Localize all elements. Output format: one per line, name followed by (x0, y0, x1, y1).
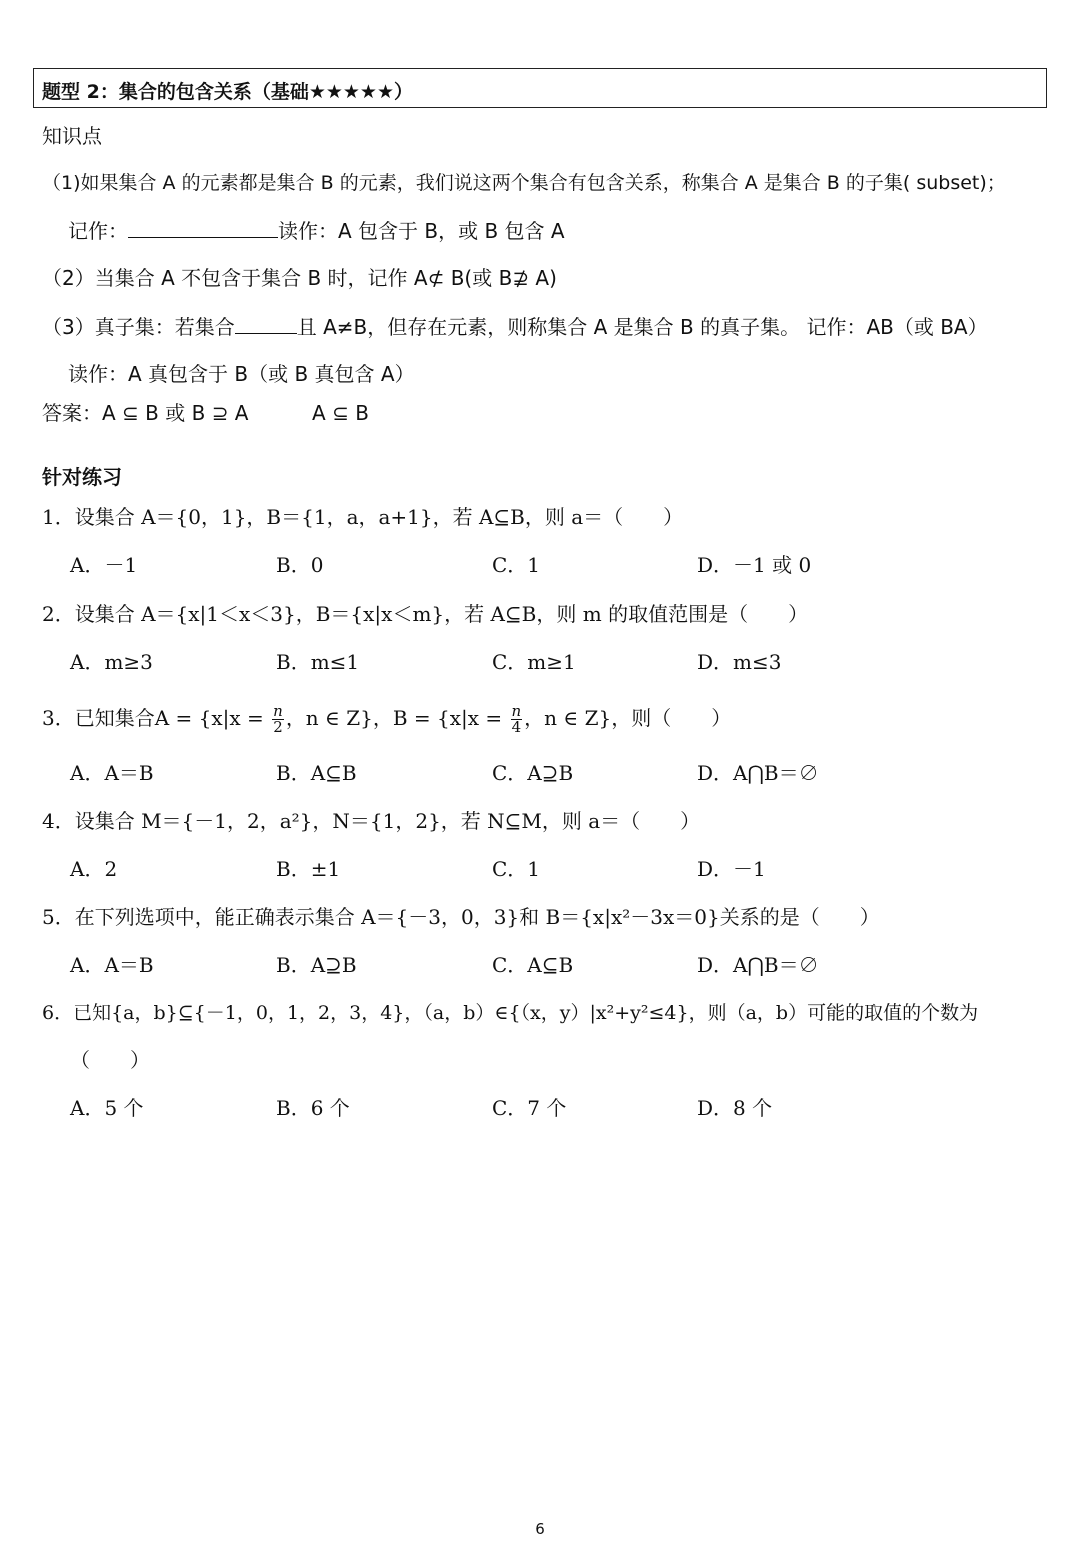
knowledge-point-3-reading: 读作：A 真包含于 B（或 B 真包含 A） (68, 362, 415, 386)
question-2-stem: 2．设集合 A＝{x|1＜x＜3}，B＝{x|x＜m}，若 A⊆B，则 m 的取值范围是（ ） (42, 602, 809, 626)
fraction-denominator: 4 (511, 718, 522, 736)
fill-blank-1 (128, 217, 278, 238)
question-3-option-c: C．A⊇B (492, 761, 574, 785)
question-4-option-a: A．2 (70, 857, 118, 881)
question-3-stem-part-b: ，n ∈ Z}，B = {x|x = (285, 706, 509, 730)
question-2-option-b: B．m≤1 (276, 650, 360, 674)
knowledge-point-3 (42, 313, 988, 340)
question-5-option-c: C．A⊆B (492, 953, 574, 977)
reading-text: 读作：A 包含于 B，或 B 包含 A (278, 219, 565, 243)
question-3-option-b: B．A⊆B (276, 761, 357, 785)
question-1-stem: 1．设集合 A＝{0，1}，B＝{1，a，a+1}，若 A⊆B，则 a＝（ ） (42, 505, 684, 529)
page-number: 6 (535, 1520, 545, 1538)
question-4-option-d: D．－1 (697, 857, 766, 881)
fraction-numerator: n (511, 702, 522, 720)
question-2-option-a: A．m≥3 (70, 650, 153, 674)
question-3-stem-part-c: ，n ∈ Z}，则（ ） (524, 706, 732, 730)
question-4-option-c: C．1 (492, 857, 541, 881)
question-1-option-c: C．1 (492, 553, 541, 577)
knowledge-heading: 知识点 (42, 124, 102, 148)
knowledge-point-2: （2）当集合 A 不包含于集合 B 时，记作 A⊄ B(或 B⊉ A) (42, 266, 557, 290)
question-4-stem: 4．设集合 M＝{－1，2，a²}，N＝{1，2}，若 N⊆M，则 a＝（ ） (42, 809, 701, 833)
fill-blank-2 (235, 313, 297, 334)
question-5-option-a: A．A＝B (70, 953, 154, 977)
question-5-option-b: B．A⊇B (276, 953, 357, 977)
question-3-option-a: A．A＝B (70, 761, 154, 785)
section-title: 题型 2：集合的包含关系（基础★★★★★） (42, 81, 414, 103)
question-1-option-a: A．－1 (70, 553, 138, 577)
question-6-option-c: C．7 个 (492, 1096, 567, 1120)
question-3-stem-part-a: 3．已知集合A = {x|x = (42, 706, 271, 730)
question-3-option-d: D．A⋂B＝∅ (697, 761, 819, 785)
fraction-n-over-2 (272, 704, 284, 735)
question-6-answer-paren: （ ） (70, 1048, 150, 1072)
section-title-box (33, 68, 1047, 108)
question-6-option-d: D．8 个 (697, 1096, 773, 1120)
question-4-option-b: B．±1 (276, 857, 341, 881)
fraction-n-over-4 (511, 704, 523, 735)
proper-subset-suffix: 且 A≠B，但存在元素，则称集合 A 是集合 B 的真子集。 记作：AB（或 BA） (296, 315, 988, 339)
knowledge-point-1-notation (68, 217, 565, 244)
question-3-stem (42, 700, 731, 736)
question-1-option-d: D．－1 或 0 (697, 553, 812, 577)
knowledge-point-1: （1)如果集合 A 的元素都是集合 B 的元素，我们说这两个集合有包含关系，称集合 A 是集合 B 的子集( subset)； (42, 172, 1006, 194)
question-6-option-b: B．6 个 (276, 1096, 350, 1120)
question-2-option-d: D．m≤3 (697, 650, 782, 674)
question-2-option-c: C．m≥1 (492, 650, 576, 674)
proper-subset-prefix: （3）真子集：若集合 (42, 315, 235, 339)
question-5-option-d: D．A⋂B＝∅ (697, 953, 819, 977)
question-6-option-a: A．5 个 (70, 1096, 144, 1120)
fraction-denominator: 2 (273, 718, 283, 736)
fraction-numerator: n (273, 702, 283, 720)
notation-label: 记作： (68, 219, 128, 243)
practice-heading: 针对练习 (42, 465, 122, 489)
question-1-option-b: B．0 (276, 553, 324, 577)
question-6-stem: 6．已知{a，b}⊆{－1，0，1，2，3，4}，（a，b）∈{（x，y）|x²+y²≤4}，则（a，b）可能的取值的个数为 (42, 1002, 979, 1024)
question-5-stem: 5．在下列选项中，能正确表示集合 A＝{－3，0，3}和 B＝{x|x²－3x＝0}关系的是（ ） (42, 905, 880, 929)
answer-line: 答案：A ⊆ B 或 B ⊇ A A ⊆ B (42, 401, 369, 425)
